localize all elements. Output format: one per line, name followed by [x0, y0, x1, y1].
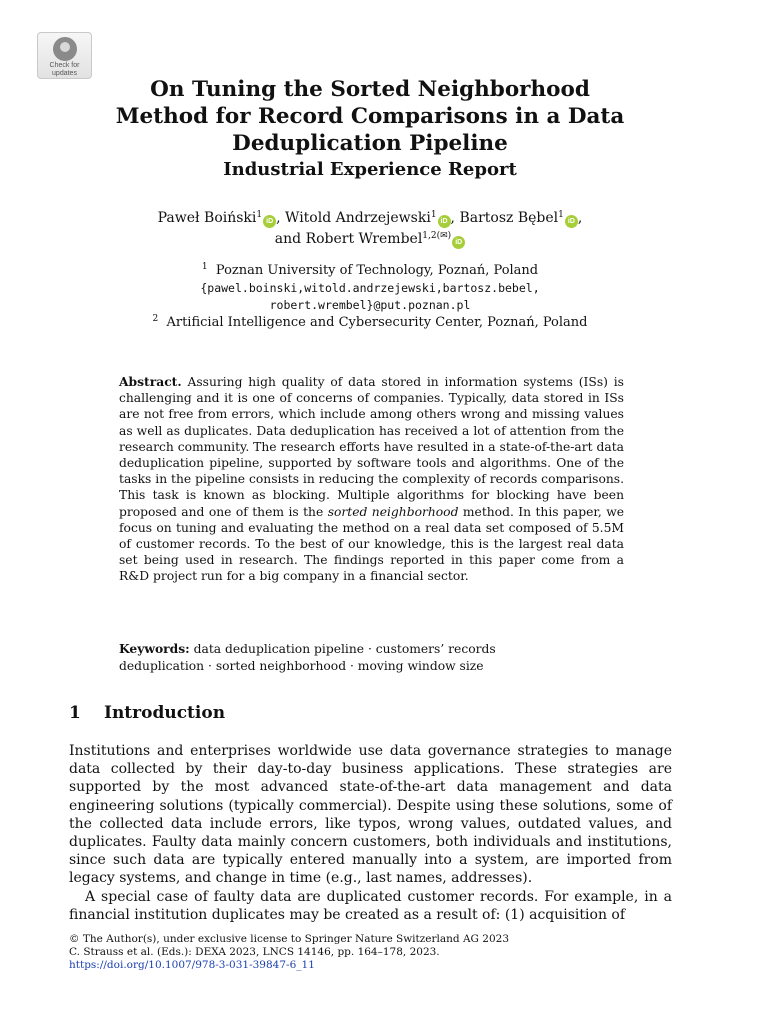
affiliation-1: [60, 262, 680, 279]
paper-subtitle: Industrial Experience Report: [223, 159, 517, 180]
email-line-1: {pawel.boinski,witold.andrzejewski,bartosz.bebel,: [200, 281, 540, 295]
affiliation-number: 2: [152, 314, 159, 324]
email-line-2: robert.wrembel}@put.poznan.pl: [269, 298, 471, 312]
keywords-line-2: deduplication · sorted neighborhood · moving window size: [119, 659, 484, 673]
abstract-text: method. In this paper, we focus on tuning and evaluating the method on a real data set composed of 5.5M of customer records. To the best of our knowledge, this is the largest real data set being used in research. The findings reported in this paper come from a R&D project run for a big company in a financial sector.: [119, 504, 625, 584]
affiliation-mark: 1: [256, 210, 263, 220]
affiliation-mark: 1: [430, 210, 437, 220]
orcid-icon[interactable]: iD: [452, 236, 465, 249]
section-number: 1: [69, 703, 81, 723]
footer: [69, 933, 689, 972]
keywords-line-1: data deduplication pipeline · customers’ records: [193, 642, 496, 656]
affiliation-text: Poznan University of Technology, Poznań, Poland: [215, 263, 539, 278]
paper-title-line-3: Deduplication Pipeline: [232, 131, 508, 156]
badge-label-1: Check for: [49, 62, 80, 69]
orcid-icon[interactable]: iD: [438, 215, 451, 228]
paragraph: A special case of faulty data are duplicated customer records. For example, in a financial institution duplicates may be created as a result of: (1) acquisition of: [69, 888, 672, 923]
paper-title-line-1: On Tuning the Sorted Neighborhood: [150, 77, 590, 102]
affiliation-text: Artificial Intelligence and Cybersecurity Center, Poznań, Poland: [166, 315, 588, 330]
badge-label-2: updates: [52, 70, 77, 77]
citation-line: C. Strauss et al. (Eds.): DEXA 2023, LNCS 14146, pp. 164–178, 2023.: [69, 946, 440, 958]
affiliation-mark: 1: [558, 210, 564, 220]
doi-link[interactable]: https://doi.org/10.1007/978-3-031-39847-6_11: [69, 959, 315, 971]
orcid-icon[interactable]: iD: [565, 215, 578, 228]
author-list-line-1: Paweł Boiński$^1$iD , Witold Andrzejewski$^1$iD , Bartosz Bębel$^1$iD ,: [157, 210, 583, 226]
affiliation-number: 1: [201, 262, 208, 272]
abstract-label: Abstract.: [119, 374, 182, 389]
check-for-updates-badge[interactable]: [37, 32, 92, 79]
affiliation-mark: 1,2(✉): [422, 231, 452, 241]
orcid-icon[interactable]: iD: [263, 215, 276, 228]
paragraph: Institutions and enterprises worldwide use data governance strategies to manage data collected by their day-to-day business applications. These strategies are supported by the most advanced state-of-the-art data management and data engineering solutions (typically commercial). Despite using these solutions, some of the collected data include errors, like typos, wrong values, outdated values, and duplicates. Faulty data mainly concern customers, both individuals and institutions, since such data are typically entered manually into a system, are imported from legacy systems, and change in time (e.g., last names, addresses).: [69, 743, 672, 887]
keywords-label: Keywords:: [119, 641, 190, 656]
keywords: [119, 640, 624, 675]
author-list-line-2: [60, 229, 680, 249]
author-name: and Robert Wrembel: [274, 231, 423, 247]
section-heading: [69, 703, 225, 723]
copyright-line: © The Author(s), under exclusive license to Springer Nature Switzerland AG 2023: [69, 933, 509, 945]
body-text: [69, 742, 672, 924]
paper-title-line-2: Method for Record Comparisons in a Data: [115, 104, 625, 129]
author-name: Bartosz Bębel: [459, 210, 559, 226]
abstract: [119, 374, 624, 585]
abstract-emphasis: sorted neighborhood: [327, 504, 459, 519]
bookmark-icon: [53, 37, 77, 61]
author-name: Paweł Boiński: [157, 210, 257, 226]
affiliation-2: [60, 314, 680, 331]
author-name: Witold Andrzejewski: [285, 210, 431, 226]
section-title: Introduction: [104, 703, 226, 723]
abstract-text: Assuring high quality of data stored in information systems (ISs) is challenging and it is one of concerns of companies. Typically, data stored in ISs are not free from errors, which include among others wrong and missing values as well as duplicates. Data deduplication has received a lot of attention from the research community. The research efforts have resulted in a state-of-the-art data deduplication pipeline, supported by software tools and algorithms. One of the tasks in the pipeline consists in reducing the complexity of records comparisons. This task is known as blocking. Multiple algorithms for blocking have been proposed and one of them is the: [119, 375, 624, 519]
